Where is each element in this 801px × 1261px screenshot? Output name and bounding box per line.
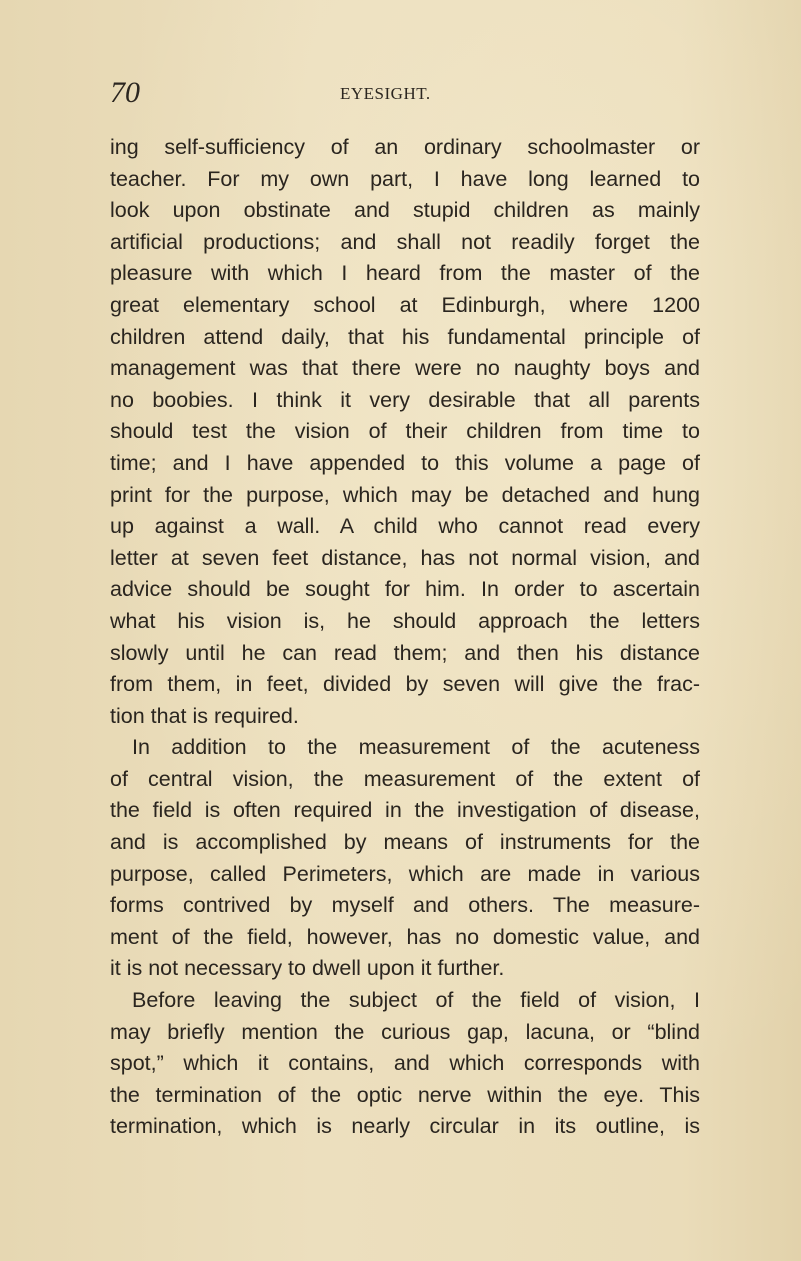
text-line: advice should be sought for him. In order to ascertain	[110, 577, 700, 602]
text-line: tion that is required.	[110, 703, 299, 728]
body-text	[110, 132, 700, 1143]
text-line: it is not necessary to dwell upon it further.	[110, 956, 505, 981]
text-line: ing self-sufficiency of an ordinary schoolmaster or	[110, 135, 700, 159]
text-line: ment of the field, however, has no domestic value, and	[110, 924, 700, 949]
text-line: teacher. For my own part, I have long learned to	[110, 166, 700, 191]
text-line: may briefly mention the curious gap, lacuna, or “blind	[110, 1019, 700, 1044]
running-head: EYESIGHT.	[340, 84, 431, 103]
page-number: 70	[110, 76, 140, 109]
text-line: should test the vision of their children from time to	[110, 419, 700, 444]
text-line: no boobies. I think it very desirable that all parents	[110, 387, 700, 412]
text-line: what his vision is, he should approach the letters	[110, 608, 700, 633]
text-line: forms contrived by myself and others. The measure-	[110, 893, 700, 918]
text-line: management was that there were no naughty boys and	[110, 356, 700, 381]
text-line: slowly until he can read them; and then his distance	[110, 640, 700, 665]
text-line: termination, which is nearly circular in its outline, is	[110, 1114, 700, 1139]
text-line: print for the purpose, which may be detached and hung	[110, 482, 700, 507]
text-line: and is accomplished by means of instruments for the	[110, 830, 700, 855]
text-line: artificial productions; and shall not readily forget the	[110, 229, 700, 254]
text-line: great elementary school at Edinburgh, where 1200	[110, 292, 700, 317]
text-line: the field is often required in the investigation of disease,	[110, 798, 700, 823]
text-line: letter at seven feet distance, has not normal vision, and	[110, 545, 700, 570]
text-line: the termination of the optic nerve within the eye. This	[110, 1082, 700, 1107]
text-line: pleasure with which I heard from the master of the	[110, 261, 700, 286]
text-line: purpose, called Perimeters, which are made in various	[110, 861, 700, 886]
text-line: time; and I have appended to this volume a page of	[110, 450, 700, 475]
text-line: children attend daily, that his fundamental principle of	[110, 324, 700, 349]
text-line: look upon obstinate and stupid children as mainly	[110, 198, 700, 223]
text-line: up against a wall. A child who cannot read every	[110, 514, 700, 539]
text-line: of central vision, the measurement of the extent of	[110, 766, 700, 791]
text-line: In addition to the measurement of the acuteness	[132, 735, 700, 760]
text-line: from them, in feet, divided by seven will give the frac-	[110, 672, 700, 697]
text-line: spot,” which it contains, and which corresponds with	[110, 1051, 700, 1076]
page-header	[110, 78, 700, 108]
text-line: Before leaving the subject of the field of vision, I	[132, 988, 700, 1013]
